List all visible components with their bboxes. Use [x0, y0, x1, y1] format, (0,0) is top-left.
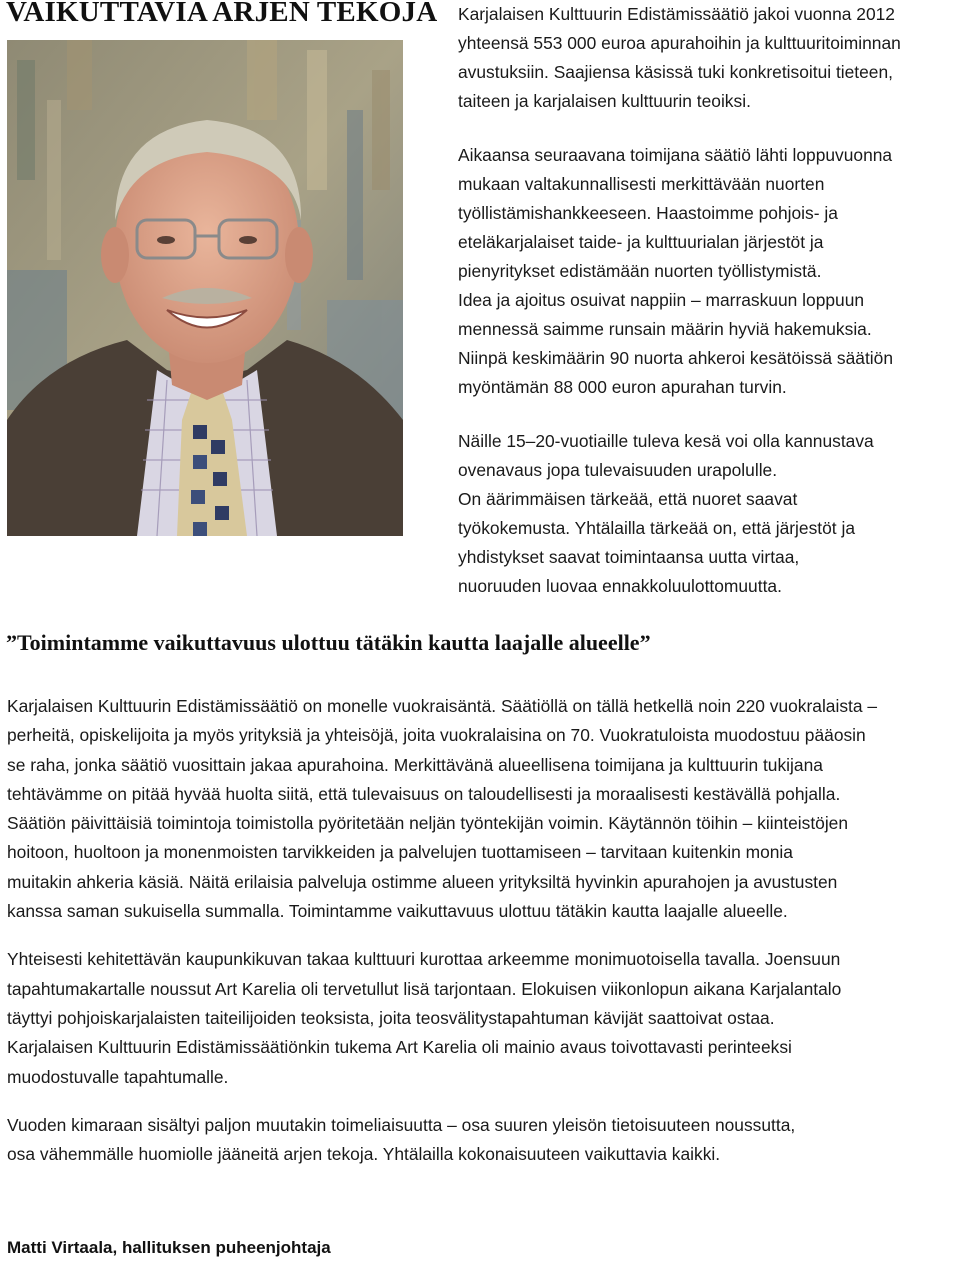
text-line: Karjalaisen Kulttuurin Edistämissäätiö jakoi vuonna 2012 — [458, 4, 895, 24]
landlord-paragraph — [7, 692, 959, 926]
text-line: Karjalaisen Kulttuurin Edistämissäätiönkin tukema Art Karelia oli mainio avaus toivottavasti perinteeksi — [7, 1037, 792, 1058]
text-line: On äärimmäisen tärkeää, että nuoret saavat — [458, 489, 798, 509]
summer-work-paragraph — [458, 427, 958, 601]
text-line: nuoruuden luovaa ennakkoluulottomuutta. — [458, 576, 782, 596]
text-line: muitakin ahkeria käsiä. Näitä erilaisia palveluja ostimme alueen yrityksiltä hyvinkin apurahojen ja avustusten — [7, 871, 838, 892]
text-line: työkokemusta. Yhtälailla tärkeää on, että järjestöt ja — [458, 518, 855, 538]
intro-paragraph — [458, 0, 958, 116]
text-line: muodostuvalle tapahtumalle. — [7, 1066, 229, 1087]
text-line: tehtävämme on pitää hyvää huolta siitä, että tulevaisuus on taloudellisesti ja moraalisesti kestävällä pohjalla. — [7, 783, 841, 804]
text-line: hoitoon, huoltoon ja monenmoisten tarvikkeiden ja palvelujen tuottamiseen – tarvitaan kuitenkin monia — [7, 842, 793, 863]
text-line: se raha, jonka säätiö vuosittain jakaa apurahoina. Merkittävänä alueellisena toimijana ja kulttuurin tukijana — [7, 754, 823, 775]
text-line: osa vähemmälle huomiolle jääneitä arjen tekoja. Yhtälailla kokonaisuuteen vaikuttavia kaikki. — [7, 1144, 721, 1165]
text-line: Idea ja ajoitus osuivat nappiin – marraskuun loppuun — [458, 290, 865, 310]
text-line: myöntämän 88 000 euron apurahan turvin. — [458, 377, 787, 397]
signature: Matti Virtaala, hallituksen puheenjohtaja — [7, 1238, 331, 1257]
text-line: tapahtumakartalle noussut Art Karelia oli tervetullut lisä tarjontaan. Elokuisen viikonlopun aikana Karjalantalo — [7, 978, 842, 999]
text-line: Vuoden kimaraan sisältyi paljon muutakin toimeliaisuutta – osa suuren yleisön tietoisuuteen noussutta, — [7, 1114, 796, 1135]
article-title: VAIKUTTAVIA ARJEN TEKOJA — [6, 0, 438, 28]
text-line: pienyritykset edistämään nuorten työllistymistä. — [458, 261, 822, 281]
text-line: Niinpä keskimäärin 90 nuorta ahkeroi kesätöissä säätiön — [458, 348, 894, 368]
text-line: ovenavaus jopa tulevaisuuden urapolulle. — [458, 460, 778, 480]
youth-employment-paragraph — [458, 141, 958, 402]
closing-paragraph — [7, 1111, 959, 1170]
text-line: taiteen ja karjalaisen kulttuurin teoiksi. — [458, 91, 751, 111]
text-line: Yhteisesti kehitettävän kaupunkikuvan takaa kulttuuri kurottaa arkeemme monimuotoisella tavalla. Joensuun — [7, 949, 841, 970]
text-line: työllistämishankkeeseen. Haastoimme pohjois- ja — [458, 203, 838, 223]
text-line: mennessä saimme runsain määrin hyviä hakemuksia. — [458, 319, 872, 339]
text-line: Aikaansa seuraavana toimijana säätiö lähti loppuvuonna — [458, 145, 893, 165]
text-line: yhteensä 553 000 euroa apurahoihin ja kulttuuritoiminnan — [458, 33, 901, 53]
pull-quote: ”Toimintamme vaikuttavuus ulottuu tätäkin kautta laajalle alueelle” — [6, 630, 651, 655]
text-line: eteläkarjalaiset taide- ja kulttuurialan järjestöt ja — [458, 232, 824, 252]
intro-column — [458, 0, 958, 601]
article-body — [7, 692, 959, 1169]
text-line: mukaan valtakunnallisesti merkittävään nuorten — [458, 174, 825, 194]
text-line: Karjalaisen Kulttuurin Edistämissäätiö on monelle vuokraisäntä. Säätiöllä on tällä hetkellä noin 220 vuokralaista – — [7, 696, 878, 716]
text-line: avustuksiin. Saajiensa käsissä tuki konkretisoitui tieteen, — [458, 62, 893, 82]
text-line: täyttyi pohjoiskarjalaisten taiteilijoiden teoksista, joita teosvälitystapahtuman kävijät saattoivat ostaa. — [7, 1007, 775, 1028]
text-line: Näille 15–20-vuotiaille tuleva kesä voi olla kannustava — [458, 431, 874, 451]
art-karelia-paragraph — [7, 945, 959, 1091]
text-line: Säätiön päivittäisiä toimintoja toimistolla pyöritetään neljän työntekijän voimin. Käytännön töihin – kiinteistöjen — [7, 813, 849, 834]
text-line: perheitä, opiskelijoita ja myös yrityksiä ja yhteisöjä, joita vuokralaisina on 70. Vuokratuloista muodostuu pääosin — [7, 725, 866, 746]
portrait-photo — [7, 40, 403, 536]
text-line: yhdistykset saavat toimintaansa uutta virtaa, — [458, 547, 800, 567]
text-line: kanssa saman sukuisella summalla. Toimintamme vaikuttavuus ulottuu tätäkin kautta laajalle alueelle. — [7, 901, 788, 922]
